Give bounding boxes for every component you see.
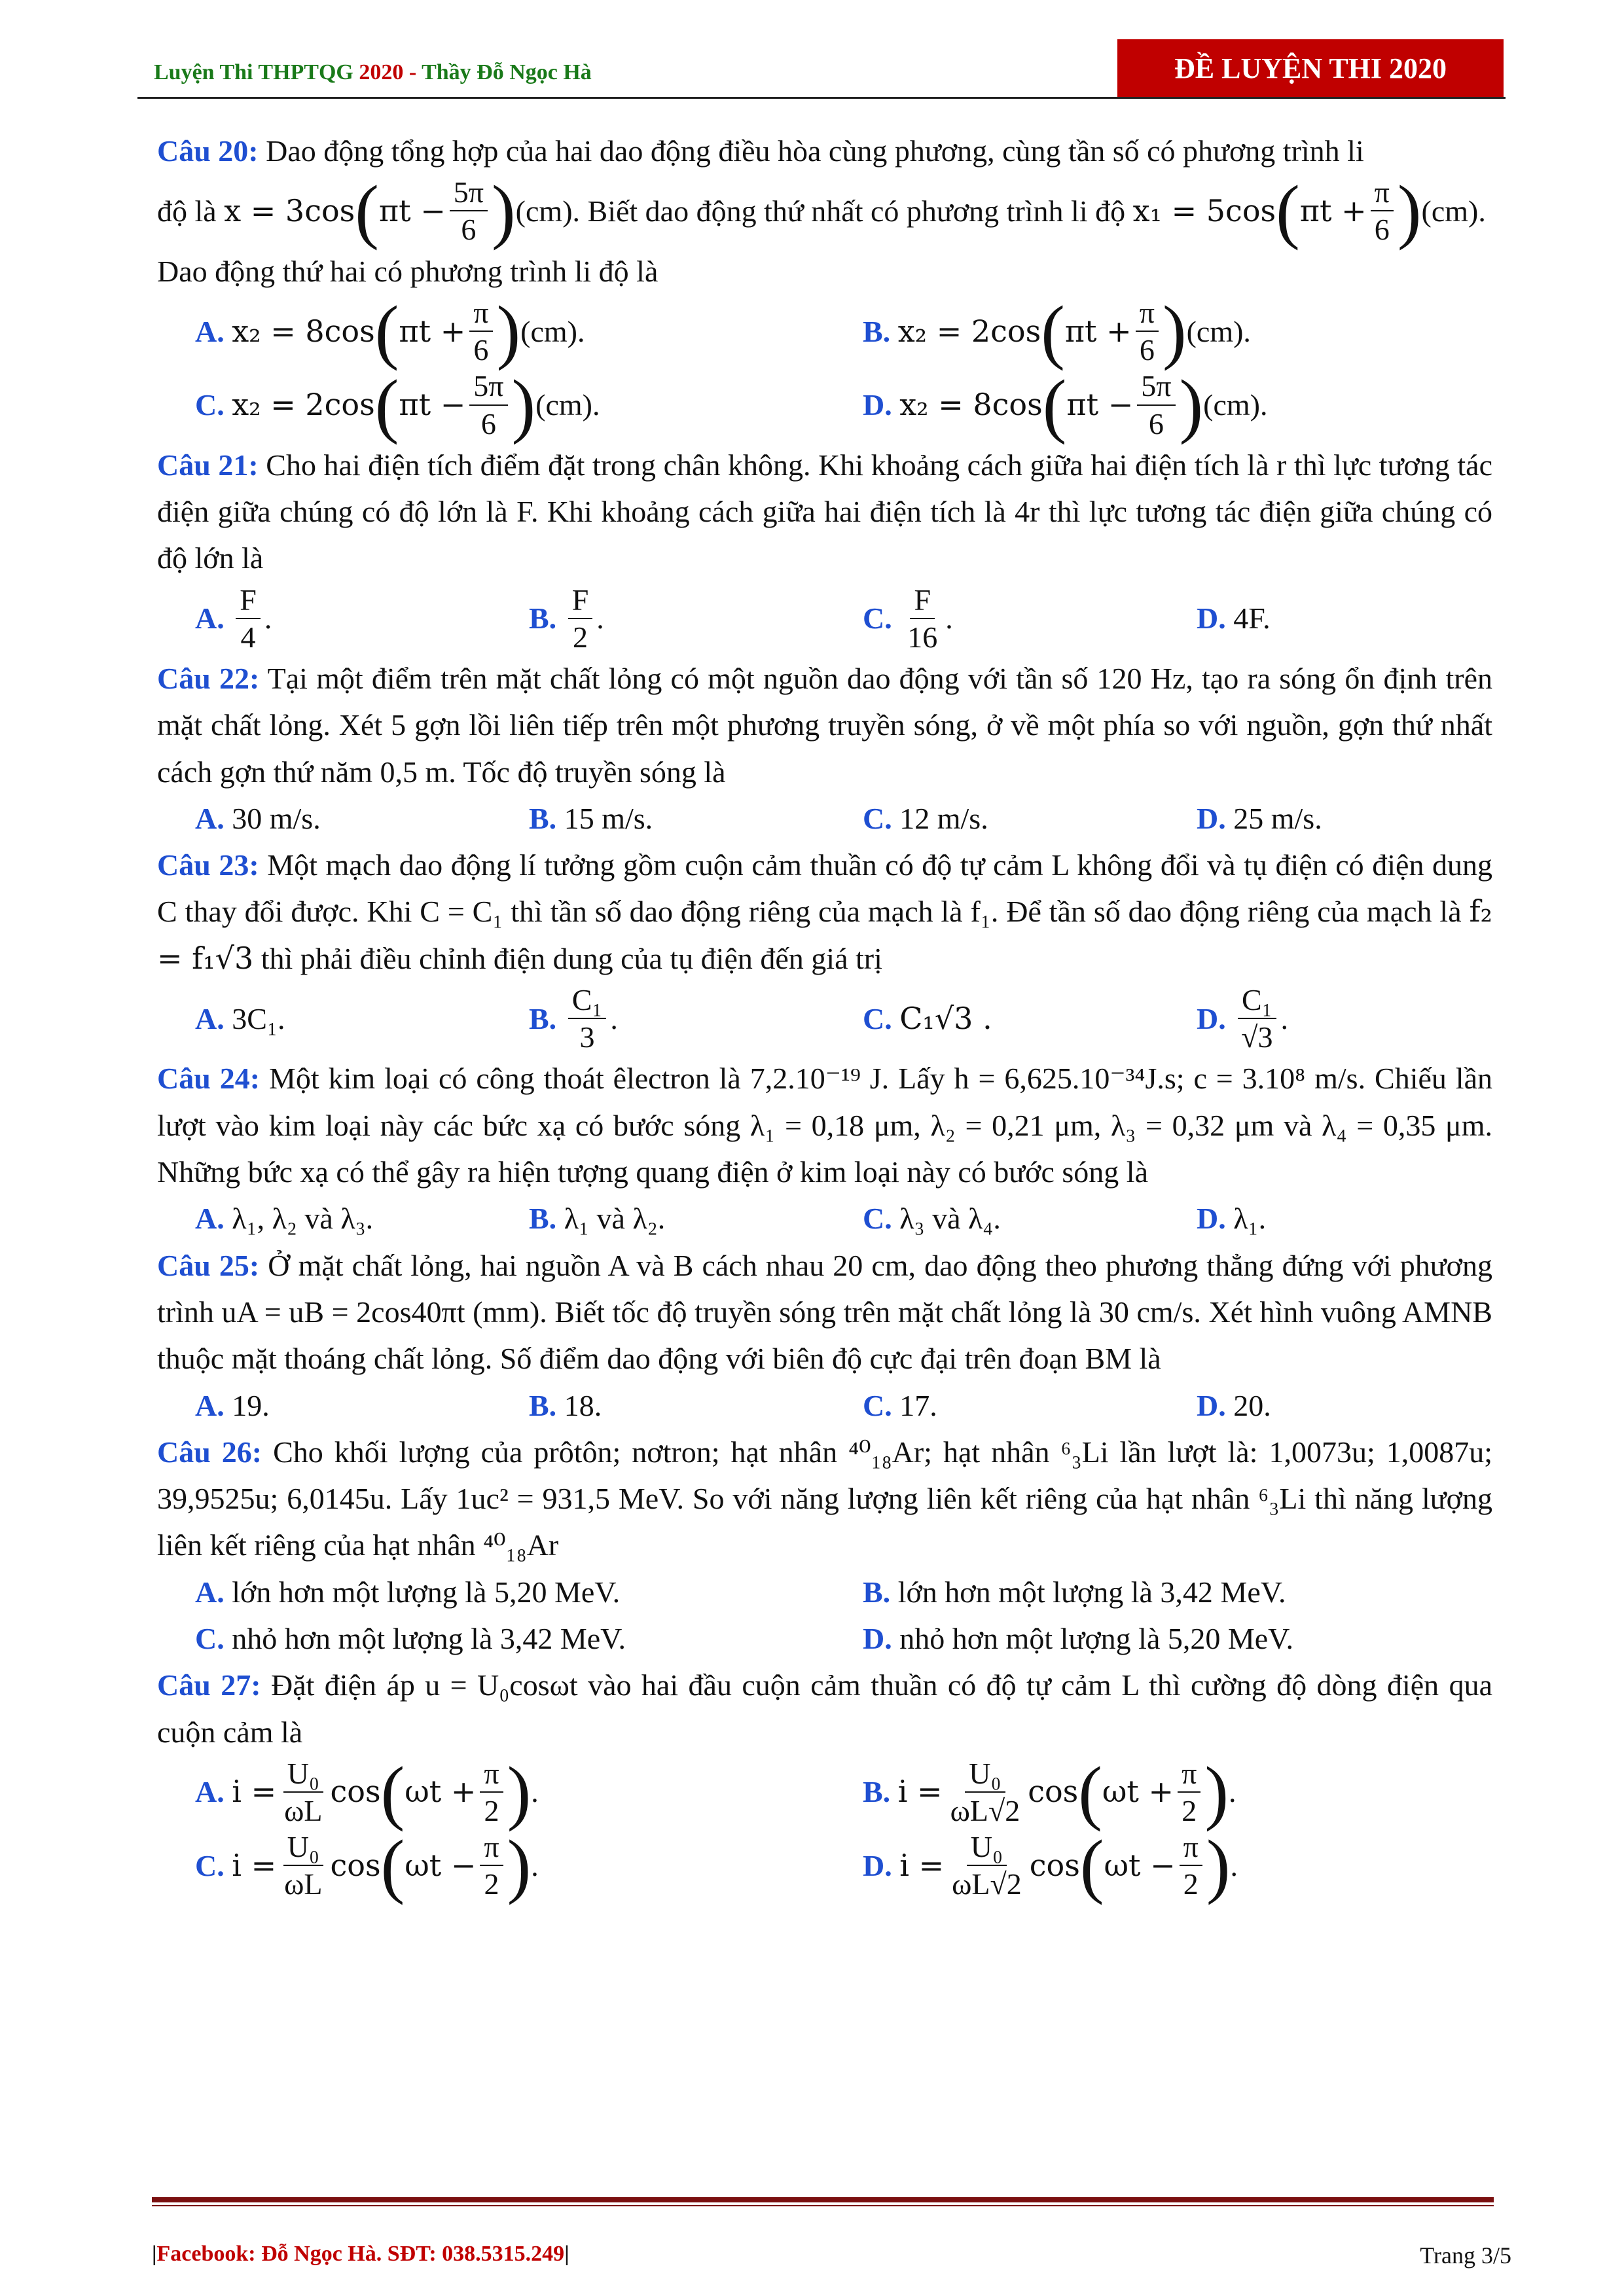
fraction-denominator: 6 [1148,406,1164,440]
header-title [154,60,592,85]
question-label: Câu 20: [157,134,259,168]
fraction-denominator: √3 [1241,1020,1273,1054]
paren-open: ( [380,1752,405,1833]
option-text: nhỏ hơn một lượng là 3,42 MeV. [232,1622,626,1655]
unit: (cm). [535,387,600,422]
option-a[interactable] [157,1752,825,1833]
option-expr: x₂ = 8cos [232,313,375,349]
fraction-numerator: F [568,582,593,619]
option-b[interactable] [491,795,825,842]
fraction-numerator: U₀ [283,1755,323,1793]
fraction [236,582,261,655]
option-pre: i = [897,1774,943,1810]
paren-open: ( [1276,171,1300,251]
fraction-numerator: F [910,582,935,619]
fraction-denominator: ωL√2 [950,1794,1020,1828]
question-20 [157,128,1492,174]
paren-close: ) [511,365,536,445]
option-cos: cos [330,1774,381,1810]
options-row [157,1825,1492,1906]
option-arg: ωt − [405,1847,477,1883]
unit: (cm). [520,314,585,348]
option-expr: x₂ = 8cos [899,386,1043,422]
option-b[interactable] [825,1569,1492,1615]
option-label: A. [195,1575,225,1609]
fraction [480,1755,503,1829]
option-d[interactable] [1159,595,1492,641]
option-label: C. [863,601,892,636]
fraction-denominator: 6 [480,406,496,440]
question-text: Một kim loại có công thoát êlectron là 7,2.10⁻¹⁹ J. Lấy h = 6,625.10⁻³⁴J.s; c = 3.10⁸ m/s. Chiếu lần lượt vào kim loại này các bức xạ có bước sóng λ₁ = 0,18 μm, λ₂ = 0,21 μm, λ₃ = 0,32 μm và λ₄ = 0,35 μm. Những bức xạ có thể gây ra hiện tượng quang điện ở kim loại này có bước sóng là [157,1062,1493,1189]
fraction [1180,1829,1202,1902]
option-label: D. [1197,1388,1226,1422]
footer-bar: | [152,2242,157,2266]
fraction [1136,295,1159,368]
unit: (cm). [1421,194,1486,228]
options-row [157,1615,1492,1662]
footer-divider-thin [152,2205,1494,2206]
question-text: Một mạch dao động lí tưởng gồm cuộn cảm thuần có độ tự cảm L không đổi và tụ điện có điện dung C thay đổi được. Khi C = C₁ thì tần số dao động riêng của mạch là f₁. Để tần số dao động riêng của mạch là [157,848,1493,929]
question-25 [157,1242,1492,1382]
option-cos: cos [1029,1847,1080,1883]
option-label: D. [863,1848,892,1882]
question-24 [157,1055,1492,1195]
option-cos: cos [330,1847,381,1883]
paren-open: ( [1042,365,1067,445]
fraction [469,295,492,368]
fraction [469,368,507,441]
fraction-numerator: U₀ [967,1829,1007,1866]
paren-open: ( [380,1825,405,1906]
fraction [480,1829,503,1902]
option-tail: . [1230,1848,1238,1882]
option-text: nhỏ hơn một lượng là 5,20 MeV. [899,1622,1293,1655]
paren-open: ( [374,365,399,445]
option-label: B. [863,314,891,348]
option-arg: ωt + [1102,1774,1174,1810]
header-teacher: Thầy Đỗ Ngọc Hà [422,60,592,84]
fraction [1237,982,1276,1055]
question-list [157,128,1493,1906]
fraction-numerator: π [1136,295,1159,332]
option-text: 17. [899,1388,937,1422]
option-text: lớn hơn một lượng là 5,20 MeV. [232,1575,621,1609]
option-b[interactable] [491,982,825,1055]
option-label: C. [863,1001,892,1035]
fraction-denominator: 4 [240,620,256,654]
fraction-denominator: 3 [579,1020,595,1054]
fraction-denominator: ωL [284,1794,323,1828]
option-c[interactable] [825,582,1159,655]
question-text: Dao động tổng hợp của hai dao động điều hòa cùng phương, cùng tần số có phương trình li [266,134,1364,168]
option-text: 3C₁. [232,1001,285,1035]
fraction-numerator: π [469,295,492,332]
option-text: 15 m/s. [564,801,653,835]
option-expr: x₂ = 2cos [897,313,1041,349]
header-prefix: Luyện Thi THPTQG [154,60,353,84]
option-b[interactable] [491,1195,825,1242]
fraction-denominator: 6 [473,333,489,367]
question-text: Ở mặt chất lỏng, hai nguồn A và B cách nhau 20 cm, dao động theo phương thẳng đứng với phương trình uA = uB = 2cos40πt (mm). Biết tốc độ truyền sóng trên mặt chất lỏng là 30 cm/s. Xét hình vuông AMNB thuộc mặt thoáng chất lỏng. Số điểm dao động với biên độ cực đại trên đoạn BM là [157,1248,1493,1376]
option-d[interactable] [825,1615,1492,1662]
question-text: độ là [157,194,217,228]
options-row [157,795,1492,842]
question-20-equation-line [157,171,1492,251]
option-label: C. [195,387,225,422]
fraction-denominator: 16 [907,620,938,654]
options-row [157,1752,1492,1833]
fraction-denominator: 6 [1374,213,1390,247]
option-label: A. [195,1001,225,1035]
option-label: D. [1197,1202,1226,1236]
option-pre: i = [232,1774,277,1810]
fraction-denominator: 6 [1139,333,1155,367]
option-arg: πt + [399,313,466,349]
header-dash: - [408,60,417,84]
option-text: 19. [232,1388,270,1422]
fraction-numerator: 5π [469,368,507,405]
option-tail: . [531,1775,539,1809]
option-label: B. [529,601,557,636]
formula: f₂ = f₁√3 [157,893,1492,976]
option-text: 4F. [1233,601,1271,636]
option-label: B. [529,1202,557,1236]
option-arg: πt − [399,386,466,422]
paren-open: ( [1041,291,1065,372]
fraction [280,1755,326,1829]
option-a[interactable] [157,1569,825,1615]
option-label: C. [863,1388,892,1422]
option-expr: x₂ = 2cos [232,386,375,422]
equation-arg: πt − [378,192,446,228]
question-label: Câu 27: [157,1668,261,1702]
option-tail: . [610,1001,618,1035]
option-cos: cos [1028,1774,1079,1810]
option-a[interactable] [157,582,491,655]
option-text: 25 m/s. [1233,801,1322,835]
question-21 [157,442,1492,582]
question-26 [157,1429,1492,1569]
question-label: Câu 22: [157,661,260,695]
question-text: Cho hai điện tích điểm đặt trong chân không. Khi khoảng cách giữa hai điện tích là r thì lực tương tác điện giữa chúng có độ lớn là F. Khi khoảng cách giữa hai điện tích là 4r thì lực tương tác điện giữa chúng có độ lớn là [157,448,1493,575]
option-pre: i = [899,1847,945,1883]
question-label: Câu 23: [157,848,259,882]
option-text: 30 m/s. [232,801,321,835]
equation-x1: x₁ = 5cos [1132,192,1276,228]
options-row [157,1569,1492,1615]
paren-close: ) [1204,1752,1229,1833]
option-a[interactable] [157,1382,491,1429]
fraction [903,582,941,655]
options-row [157,1195,1492,1242]
option-text: λ₁, λ₂ và λ₃. [232,1202,374,1236]
fraction-numerator: π [480,1829,503,1866]
exam-badge: ĐỀ LUYỆN THI 2020 [1117,39,1504,97]
options-row [157,291,1492,372]
paren-open: ( [374,291,399,372]
option-d[interactable] [825,365,1492,445]
question-text: Biết dao động thứ nhất có phương trình li độ [587,194,1126,228]
option-d[interactable] [1159,1195,1492,1242]
question-text: Dao động thứ hai có phương trình li độ là [157,254,659,288]
option-c[interactable] [825,795,1159,842]
fraction-denominator: ωL√2 [952,1867,1022,1901]
option-label: C. [863,1202,892,1236]
fraction [1371,174,1394,247]
fraction-denominator: ωL [284,1867,323,1901]
question-label: Câu 25: [157,1248,260,1282]
question-text: Cho khối lượng của prôtôn; nơtron; hạt nhân ⁴⁰₁₈Ar; hạt nhân ⁶₃Li lần lượt là: 1,0073u; 1,0087u; 39,9525u; 6,0145u. Lấy 1uc² = 931,5 MeV. So với năng lượng liên kết riêng của hạt nhân ⁶₃Li thì năng lượng liên kết riêng của hạt nhân ⁴⁰₁₈Ar [157,1435,1493,1562]
option-c[interactable] [157,365,825,445]
fraction-numerator: 5π [1137,368,1175,405]
paren-close: ) [1162,291,1187,372]
fraction-denominator: 6 [461,213,477,247]
option-tail: . [1228,1775,1236,1809]
option-arg: ωt + [405,1774,477,1810]
question-text: Đặt điện áp u = U₀cosωt vào hai đầu cuộn cảm thuần có độ tự cảm L thì cường độ dòng điện qua cuộn cảm là [157,1668,1492,1749]
option-c[interactable] [157,1825,825,1906]
option-label: D. [863,387,892,422]
fraction-numerator: F [236,582,261,619]
paren-close: ) [507,1752,532,1833]
option-d[interactable] [1159,795,1492,842]
options-row [157,582,1492,655]
fraction-numerator: π [1178,1755,1200,1793]
fraction-denominator: 2 [572,620,588,654]
option-text: lớn hơn một lượng là 3,42 MeV. [897,1575,1286,1609]
fraction [568,582,593,655]
fraction-numerator: π [1371,174,1394,211]
option-tail: . [596,601,604,636]
fraction-numerator: π [480,1755,503,1793]
option-d[interactable] [1159,982,1492,1055]
option-text: 18. [564,1388,602,1422]
fraction [948,1829,1026,1902]
option-label: A. [195,1775,225,1809]
option-label: A. [195,801,225,835]
option-label: B. [863,1775,891,1809]
paren-open: ( [1078,1752,1102,1833]
paren-close: ) [492,171,516,251]
option-c[interactable] [157,1615,825,1662]
option-label: B. [529,1001,557,1035]
option-b[interactable] [491,1382,825,1429]
option-d[interactable] [1159,1382,1492,1429]
fraction [947,1755,1024,1829]
question-23 [157,842,1492,982]
paren-close: ) [507,1825,532,1906]
option-label: C. [863,801,892,835]
footer-bar: | [564,2242,569,2266]
option-a[interactable] [157,1195,491,1242]
option-label: B. [529,801,557,835]
option-text: 12 m/s. [899,801,988,835]
option-a[interactable] [157,795,491,842]
fraction [450,174,488,247]
option-label: A. [195,1388,225,1422]
fraction-denominator: 2 [1182,1794,1197,1828]
equation-x: x = 3cos [224,192,355,228]
fraction [568,982,607,1055]
option-arg: πt + [1064,313,1132,349]
option-pre: i = [232,1847,277,1883]
fraction-denominator: 2 [1183,1867,1199,1901]
option-tail: . [264,601,272,636]
option-b[interactable] [825,291,1492,372]
question-text: thì phải điều chỉnh điện dung của tụ điện đến giá trị [261,941,882,975]
option-text: λ₁ và λ₂. [564,1202,666,1236]
unit: (cm). [515,194,581,228]
option-c[interactable] [825,1195,1159,1242]
unit: (cm). [1186,314,1251,348]
option-tail: . [1280,1001,1288,1035]
question-22 [157,655,1492,795]
paren-open: ( [355,171,379,251]
fraction-numerator: 5π [450,174,488,211]
question-label: Câu 21: [157,448,259,482]
paren-close: ) [1397,171,1422,251]
fraction-numerator: C₁ [1238,982,1276,1019]
footer-divider [152,2197,1494,2202]
paren-close: ) [1206,1825,1231,1906]
options-row [157,1382,1492,1429]
fraction-denominator: 2 [484,1794,499,1828]
options-row [157,982,1492,1055]
option-tail: . [945,601,953,636]
option-label: B. [529,1388,557,1422]
option-label: D. [1197,601,1226,636]
question-text: Tại một điểm trên mặt chất lỏng có một nguồn dao động với tần số 120 Hz, tạo ra sóng ổn định trên mặt chất lỏng. Xét 5 gợn lồi liên tiếp trên một phương truyền sóng, ở về một phía so với nguồn, gợn thứ nhất cách gợn thứ năm 0,5 m. Tốc độ truyền sóng là [157,661,1492,789]
page-number: Trang 3/5 [1420,2242,1511,2269]
question-27 [157,1662,1492,1755]
fraction [1178,1755,1200,1829]
fraction-denominator: 2 [484,1867,499,1901]
question-label: Câu 24: [157,1062,261,1096]
option-label: B. [863,1575,891,1609]
footer-contact-text: Facebook: Đỗ Ngọc Hà. SĐT: 038.5315.249 [156,2242,565,2266]
option-label: C. [195,1848,225,1882]
option-label: D. [1197,801,1226,835]
option-label: A. [195,1202,225,1236]
option-arg: ωt − [1104,1847,1176,1883]
option-text: C₁√3 . [899,1000,992,1036]
question-label: Câu 26: [157,1435,262,1469]
option-c[interactable] [825,996,1159,1042]
header-year: 2020 [359,60,404,84]
option-text: λ₃ và λ₄. [899,1202,1001,1236]
fraction-numerator: U₀ [283,1829,323,1866]
option-label: D. [863,1622,892,1655]
paren-close: ) [1179,365,1204,445]
header-divider [137,97,1506,99]
option-b[interactable] [491,582,825,655]
option-text: 20. [1233,1388,1271,1422]
option-a[interactable] [157,291,825,372]
footer-contact [152,2242,569,2267]
fraction [1137,368,1175,441]
option-label: A. [195,314,225,348]
option-label: C. [195,1622,225,1655]
option-text: λ₁. [1233,1202,1267,1236]
option-label: D. [1197,1001,1226,1035]
fraction-numerator: π [1180,1829,1202,1866]
fraction-numerator: C₁ [568,982,607,1019]
options-row [157,365,1492,445]
fraction-numerator: U₀ [965,1755,1005,1793]
paren-close: ) [496,291,521,372]
equation-arg: πt + [1299,192,1367,228]
fraction [280,1829,326,1902]
option-tail: . [531,1848,539,1882]
option-arg: πt − [1066,386,1134,422]
option-label: A. [195,601,225,636]
option-c[interactable] [825,1382,1159,1429]
paren-open: ( [1079,1825,1104,1906]
option-d[interactable] [825,1825,1492,1906]
unit: (cm). [1203,387,1268,422]
option-a[interactable] [157,996,491,1042]
option-b[interactable] [825,1752,1492,1833]
